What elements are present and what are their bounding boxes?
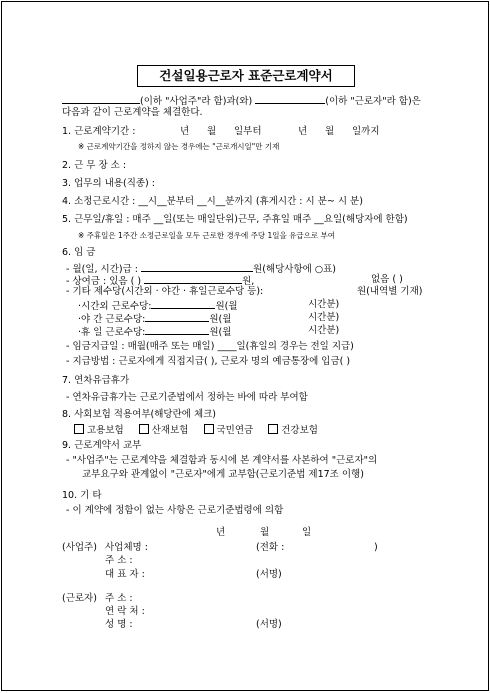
- section-9-title: 9. 근로계약서 교부: [62, 440, 142, 451]
- payment-method-line: - 지급방법 : 근로자에게 직접지급( ), 근로자 명의 예금통장에 입금( ): [66, 356, 351, 367]
- intro-line-2: 다음과 같이 근로계약을 체결한다.: [62, 107, 203, 118]
- document-title: 건설일용근로자 표준근로계약서: [137, 65, 355, 87]
- section-6-wage-title: 6. 임 금: [62, 247, 96, 258]
- section-1-contract-period: 1. 근로계약기간 :: [62, 126, 136, 137]
- payday-line: - 임금지급일 : 매월(매주 또는 매일) ____일(휴일의 경우는 전일 지급): [66, 341, 354, 352]
- worker-name-blank[interactable]: [255, 93, 325, 104]
- section-9-line-2: 교부요구와 관계없이 "근로자"에게 교부함(근로기준법 제17조 이행): [82, 469, 364, 480]
- wage-blank[interactable]: [141, 261, 253, 272]
- employer-signature: (서명): [256, 569, 282, 580]
- checkbox[interactable]: [139, 424, 149, 434]
- employer-address-label: 주 소 :: [105, 555, 133, 566]
- intro-line-1: (이하 "사업주"라 함)과(와) (이하 "근로자"라 함)은: [62, 93, 421, 108]
- insurance-option-pension[interactable]: 국민연금: [204, 425, 254, 436]
- worker-signature: (서명): [256, 619, 282, 630]
- employer-business-name-label: 사업체명 :: [105, 542, 148, 553]
- section-4-work-hours: 4. 소정근로시간 : __시__분부터 __시__분까지 (휴게시간 : 시 분~ 시 분): [62, 196, 363, 207]
- worker-address-label: 주 소 :: [105, 593, 133, 604]
- allowance-row-night: ·야 간 근로수당: 원(월: [78, 311, 231, 326]
- checkbox[interactable]: [204, 424, 214, 434]
- bonus-none: 없음 ( ): [371, 274, 403, 285]
- worker-contact-label: 연 락 처 :: [105, 606, 145, 617]
- insurance-option-employment[interactable]: 고용보험: [74, 425, 124, 436]
- employer-tag: (사업주): [62, 542, 97, 553]
- bonus-line: - 상여금 : 있음 ( ) 원,: [66, 273, 254, 288]
- other-allowance-line: - 기타 제수당(시간외 · 야간 · 휴일근로수당 등):: [66, 286, 264, 297]
- date-day: 일: [302, 527, 312, 538]
- section-5-note: ※ 주휴일은 1주간 소정근로일을 모두 근로한 경우에 주당 1일을 유급으로 부여: [78, 231, 336, 240]
- section-8-title: 8. 사회보험 적용여부(해당란에 체크): [62, 409, 217, 420]
- bonus-blank[interactable]: [144, 273, 242, 284]
- section-10-text: - 이 계약에 정함이 없는 사항은 근로기준법령에 의함: [66, 505, 284, 516]
- allowance-row-overtime: ·시간외 근로수당: 원(월: [78, 298, 238, 313]
- insurance-option-industrial[interactable]: 산재보험: [139, 425, 189, 436]
- insurance-options: [74, 424, 330, 437]
- section-7-title: 7. 연차유급휴가: [62, 375, 130, 386]
- section-1-note: ※ 근로계약기간을 정하지 않는 경우에는 "근로개시일"만 기재: [78, 142, 280, 151]
- employer-rep-label: 대 표 자 :: [105, 569, 145, 580]
- worker-name-label: 성 명 :: [105, 619, 133, 630]
- employer-name-blank[interactable]: [62, 93, 140, 104]
- section-9-line-1: - "사업주"는 근로계약을 체결함과 동시에 본 계약서를 사본하여 "근로자"의: [66, 455, 378, 466]
- section-3-job: 3. 업무의 내용(직종) :: [62, 178, 155, 189]
- checkbox[interactable]: [74, 424, 84, 434]
- section-7-text: - 연차유급휴가는 근로기준법에서 정하는 바에 따라 부여함: [66, 392, 308, 403]
- allowance-row-holiday: ·휴 일 근로수당: 원(월: [78, 324, 231, 339]
- worker-tag: (근로자): [62, 593, 97, 604]
- checkbox[interactable]: [268, 424, 278, 434]
- section-2-workplace: 2. 근 무 장 소 :: [62, 160, 127, 171]
- contract-page: 건설일용근로자 표준근로계약서 (이하 "사업주"라 함)과(와) (이하 "근로자"라 함)은 다음과 같이 근로계약을 체결한다. 1. 근로계약기간 : 년 월 일부터 년 월 일까지 ※ 근로계약기간을 정하지 않는 경우에는 "근로개시일"만 기재 2. 근 무 장 소 : 3. 업무의 내용(직종) : 4. 소정근로시간 : __시__분부터 __시__분까지 (휴게시간 : 시 분~ 시 분) 5. 근무일/휴일 : 매주 __일(또는 매일단위)근무, 주휴일 매주 __요일(해당자에 한함) ※ 주휴일은 1주간 소정근로일을 모두 근로한 경우에 주당 1일을 유급으로 부여 6. 임 금 - 월(일, 시간)급 : 원(해당사항에 ○표) - 상여금 : 있음 ( ) 원, 없음 ( ) - 기타 제수당(시간외 · 야간 · 휴일근로수당 등): 원(내역별 기재) ·시간외 근로수당: 원(월 시간분) ·야 간 근로수당: 원(월 시간분) ·휴 일 근로수당: 원(월 시간분) - 임금지급일 : 매월(매주 또는 매일) ____일(휴일의 경우는 전일 지급) - 지급방법 : 근로자에게 직접지급( ), 근로자 명의 예금통장에 입금( ) 7. 연차유급휴가 - 연차유급휴가는 근로기준법에서 정하는 바에 따라 부여함 8. 사회보험 적용여부(해당란에 체크) 고용보험 산재보험 국민연금 건강보험 9. 근로계약서 교부 - "사업주"는 근로계약을 체결함과 동시에 본 계약서를 사본하여 "근로자"의 교부요구와 관계없이 "근로자"에게 교부함(근로기준법 제17조 이행) 10. 기 타 - 이 계약에 정함이 없는 사항은 근로기준법령에 의함 년 월 일 (사업주) 사업체명 : (전화 : ) 주 소 : 대 표 자 : (서명) (근로자) 주 소 : 연 락 처 : 성 명 : (서명): [1, 1, 489, 691]
- date-month: 월: [260, 527, 270, 538]
- wage-line: - 월(일, 시간)급 : 원(해당사항에 ○표): [66, 261, 336, 276]
- section-10-title: 10. 기 타: [62, 490, 102, 501]
- date-year: 년: [216, 527, 226, 538]
- employer-phone-label: (전화 :: [256, 542, 285, 553]
- section-5-workdays: 5. 근무일/휴일 : 매주 __일(또는 매일단위)근무, 주휴일 매주 __요일(해당자에 한함): [62, 214, 408, 225]
- insurance-option-health[interactable]: 건강보험: [268, 425, 318, 436]
